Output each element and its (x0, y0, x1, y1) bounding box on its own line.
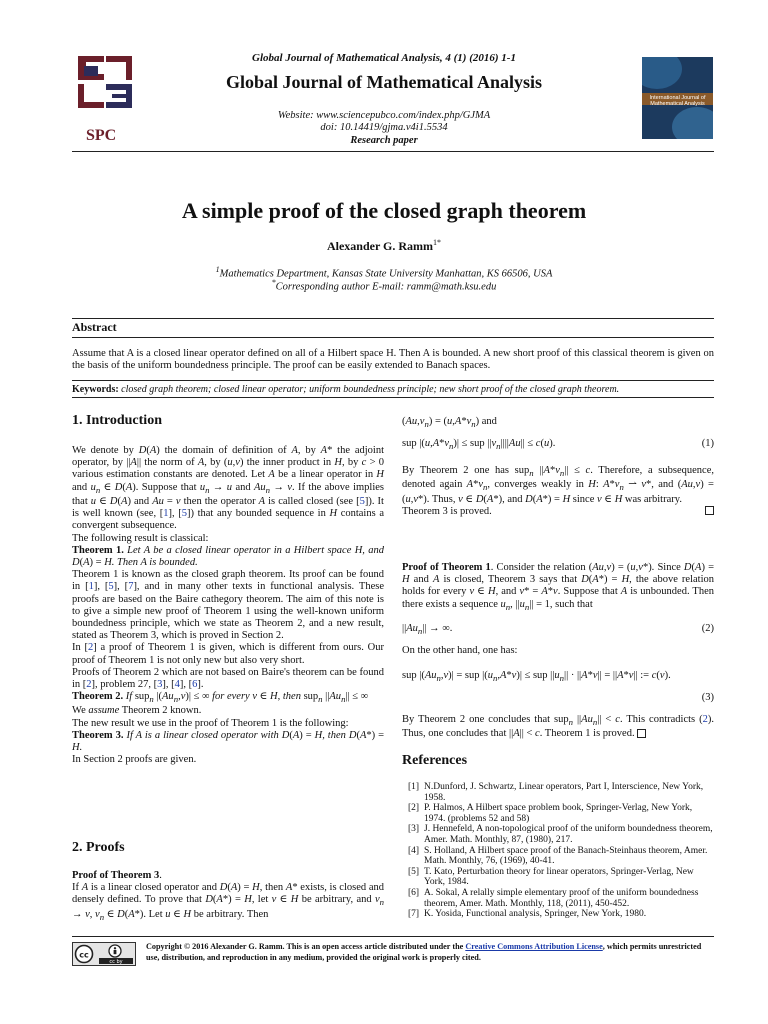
reference-item: [6] A. Sokal, A relally simple elementary proof of the uniform boundedness theorem, Amer. Math. Monthly, 118, (2011), 450-452. (408, 887, 699, 909)
copyright-notice: Copyright © 2016 Alexander G. Ramm. This is an open access article distributed under the Creative Commons Attribution License, which permits unrestricted use, distribution, and reproduction in any medium, provided the original work is properly cited. (146, 942, 702, 962)
journal-title: Global Journal of Mathematical Analysis (225, 72, 542, 92)
paper-title: A simple proof of the closed graph theorem (181, 198, 587, 223)
cc-by-license-badge[interactable] (72, 942, 136, 966)
reference-item: [7] K. Yosida, Functional analysis, Springer, New York, 1980. (408, 909, 647, 920)
proof-theorem3-body: Proof of Theorem 3. If A is a linear closed operator and D(A) = H, then A* exists, is closed and densely defined. To prove that D(A*) = H, let v ∈ H be arbitrary, and $v_n \to v$, $v_n$ ∈ D(A*). Let u ∈ H be arbitrary. Then (72, 870, 384, 922)
equation-3-number-row (402, 692, 714, 704)
corresponding-author: *Corresponding author E-mail: ramm@math.ksu.edu (271, 278, 497, 293)
abstract-text: Assume that A is a closed linear operator defined on all of a Hilbert space H. Then A is bounded. A new short proof of this classical theorem is given on the basis of the uniform boundedness principle. The proof can be easily extended to Banach spaces. (72, 348, 714, 371)
equation-2: $||Au_n||$ → ∞. (2) (402, 623, 714, 637)
author-name: Alexander G. Ramm$^{1*}$ (326, 238, 442, 253)
proof-theorem1-conclusion: By Theorem 2 one concludes that sup$_n$ $||Au_n|| < c$. This contradicts (2). Thus, one concludes that ||A|| < c. Theorem 1 is proved. (402, 714, 714, 740)
journal-cover-image (642, 57, 713, 139)
cover-title: International Journal of Mathematical Analysis (649, 95, 706, 107)
cc-license-link[interactable]: Creative Commons Attribution License (465, 942, 603, 951)
section-heading-references: References (402, 753, 468, 768)
abstract-rule-top (72, 318, 714, 319)
reference-item: [2] P. Halmos, A Hilbert space problem book, Springer-Verlag, New York, 1974. (problems 52 and 58) (408, 803, 693, 824)
svg-text:cc by: cc by (109, 959, 123, 965)
journal-website[interactable]: Website: www.sciencepubco.com/index.php/GJMA (277, 110, 491, 121)
proof-continuation-1: $(Au,v_n) = (u,A*v_n)$ and (402, 416, 497, 430)
equation-2-number: (2) (701, 623, 714, 634)
keywords-rule-bottom (72, 397, 714, 398)
section-heading-introduction: 1. Introduction (72, 413, 162, 428)
introduction-body: We denote by D(A) the domain of definition of A, by A* the adjoint operator, by ||A|| the norm of A, by (u,v) the inner product in H, by c > 0 various estimation constants are denoted. Let A be a linear operator in H and $u_n$ ∈ D(A). Suppose that $u_n \to u$ and $Au_n \to v$. If the above implies that u ∈ D(A) and Au = v then the operator A is called closed (see [5]). It is well known (see, [1], [5]) that any bounded sequence in H contains a convergent subsequence. The following result is classical: Theorem 1. Let A be a closed linear operator in a Hilbert space H, and D(A) = H. Then A is bounded. Theorem 1 is known as the closed graph theorem. Its proof can be found in [1], [5], [7], and in many other texts in functional analysis. These proofs are based on the Baire cathegory theorem. The aim of this note is to give a simple new proof of Theorem 1 using the well-known uniform boundedness principle, which we state as Theorem 2, and a new result, stated as Theorem 3, which is proved in Section 2. In [2] a proof of Theorem 1 is given, which is different from ours. Our proof of Theorem 1 is not only new but also very short. Proofs of Theorem 2 which are not based on Baire's theorem can be found in [2], problem 27, [3], [4], [6]. Theorem 2. If sup$_n$ $|(Au_n,v)|$ ≤ ∞ for every v ∈ H, then sup$_n$ $||Au_n||$ ≤ ∞ We assume Theorem 2 known. The new result we use in the proof of Theorem 1 is the following: Theorem 3. If A is a linear closed operator with D(A) = H, then D(A*) = H. In Section 2 proofs are given. (72, 445, 385, 766)
reference-item: [3] J. Hennefeld, A non-topological proof of the uniform boundedness theorem, Amer. Math. Monthly, 87, (1980), 217. (408, 824, 713, 845)
paper-type: Research paper (350, 135, 418, 146)
publisher-logo-text: SPC (86, 127, 117, 144)
equation-3: sup $|(Au_n,v)|$ = sup $|(u_n,A*v)|$ ≤ sup $||u_n|| \cdot ||A*v|| = ||A*v||$ := c(v). (402, 670, 671, 684)
section-heading-proofs: 2. Proofs (72, 840, 125, 855)
proof-theorem1-body: Proof of Theorem 1. Consider the relation (Au,v) = (u,v*). Since D(A) = H and A is closed, Theorem 3 says that D(A*) = H, the above relation holds for every v ∈ H, and v* = A*v. Suppose that A is unbounded. Then there exists a sequence $u_n$, $||u_n|| = 1$, such that (402, 562, 715, 612)
journal-citation-line: Global Journal of Mathematical Analysis, 4 (1) (2016) 1-1 (252, 52, 516, 64)
reference-item: [4] S. Holland, A Hilbert space proof of the Banach-Steinhaus theorem, Amer. Math. Monthly, 76, (1969), 40-41. (408, 845, 708, 867)
abstract-rule-mid (72, 337, 714, 338)
proof-theorem1-continued: On the other hand, one has: (402, 645, 518, 656)
reference-item: [1] N.Dunford, J. Schwartz, Linear operators, Part I, Interscience, New York, 1958. (408, 782, 704, 803)
keywords-rule-top (72, 380, 714, 381)
cc-icon (73, 943, 135, 965)
equation-3-number: (3) (701, 692, 714, 703)
keywords: Keywords: closed graph theorem; closed linear operator; uniform boundedness principle; new short proof of the closed graph theorem. (72, 384, 620, 395)
equation-1: sup $|(u,A*v_n)|$ ≤ sup $||v_n||||Au|| \le c(u)$. (1) (402, 438, 714, 452)
proof-continuation-2: By Theorem 2 one has sup$_n$ $||A*v_n|| \le c$. Therefore, a subsequence, denoted again $A*v_n$, converges weakly in H: $A*v_n$ ⇀ v*, and (Au,v) = (u,v*). Thus, v ∈ D(A*), and D(A*) = H since v ∈ H was arbitrary. Theorem 3 is proved. (402, 465, 714, 517)
reference-list (402, 782, 714, 920)
abstract-heading: Abstract (72, 320, 117, 334)
journal-doi[interactable]: doi: 10.14419/gjma.v4i1.5534 (320, 122, 448, 133)
header-rule (72, 151, 714, 152)
reference-item: [5] T. Kato, Perturbation theory for linear operators, Springer-Verlag, New York, 1984. (408, 866, 694, 888)
author-affiliation: $^1$Mathematics Department, Kansas State University Manhattan, KS 66506, USA (215, 265, 553, 280)
svg-text:cc: cc (79, 950, 89, 960)
qed-symbol (705, 506, 714, 515)
qed-symbol-2 (637, 729, 646, 738)
equation-1-number: (1) (701, 438, 714, 449)
footer-rule (72, 936, 714, 937)
